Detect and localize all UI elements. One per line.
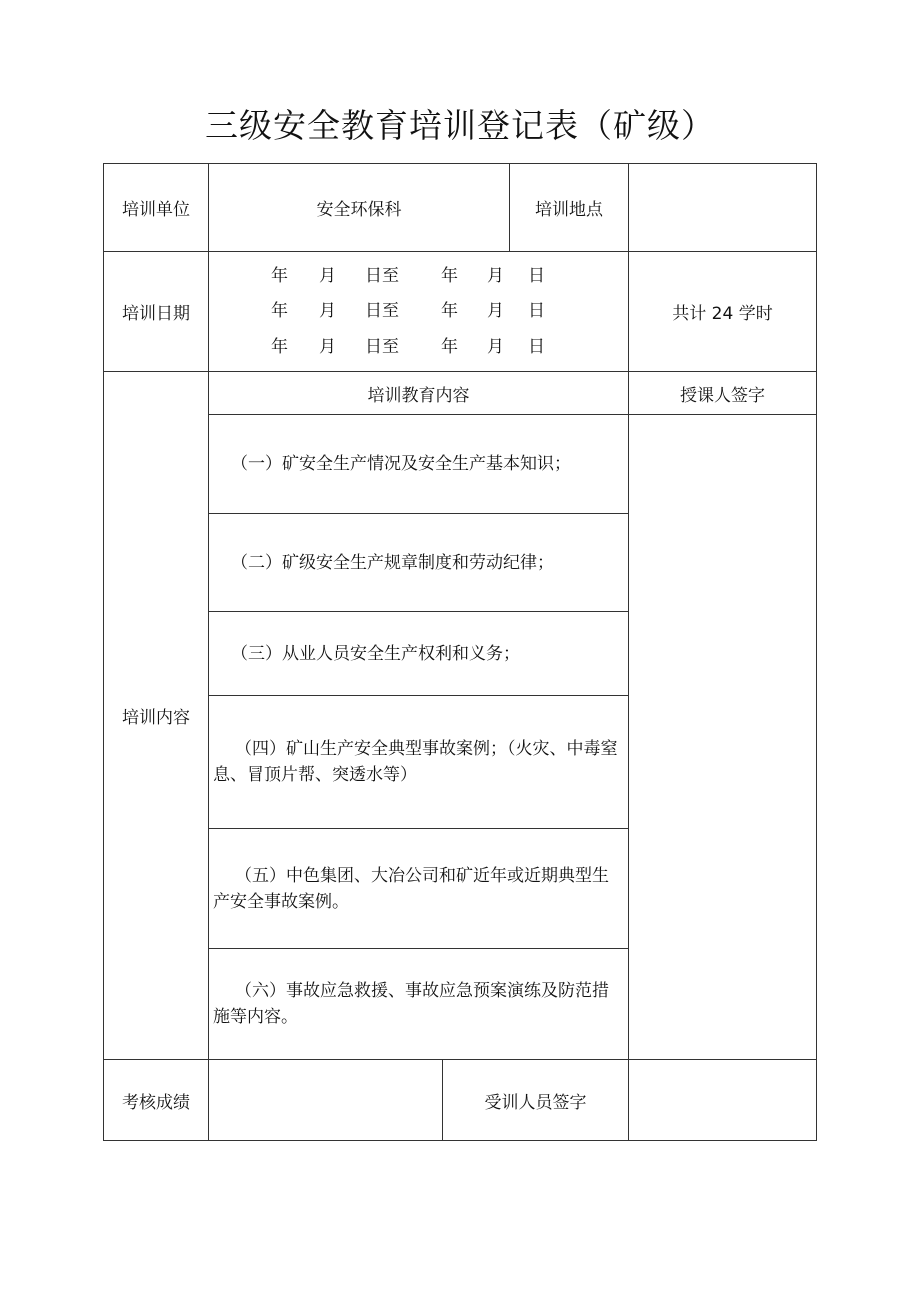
training-date-label: 培训日期 <box>122 304 190 324</box>
date-month-start: 月 <box>319 301 336 321</box>
signer-header: 授课人签字 <box>680 385 765 406</box>
content-item-text: （一）矿安全生产情况及安全生产基本知识； <box>231 453 571 474</box>
date-day-end: 日 <box>528 301 545 321</box>
date-year-start: 年 <box>271 266 288 286</box>
content-header-cell <box>209 372 628 414</box>
training-location-value-cell[interactable] <box>629 164 816 251</box>
table-border-right <box>816 163 817 1141</box>
training-unit-value-cell[interactable] <box>209 164 509 251</box>
content-item <box>209 414 627 513</box>
trainee-signature-cell[interactable] <box>629 1060 816 1140</box>
training-date-label-cell <box>104 252 208 371</box>
total-hours-cell <box>629 252 816 371</box>
date-month-start: 月 <box>319 337 336 357</box>
date-day-end: 日 <box>528 337 545 357</box>
date-day-end: 日 <box>528 266 545 286</box>
content-item <box>209 829 627 948</box>
table-border-bottom <box>103 1140 817 1141</box>
date-day-start: 日至 <box>365 337 399 357</box>
date-month-start: 月 <box>319 266 336 286</box>
date-year-end: 年 <box>441 337 458 357</box>
date-year-start: 年 <box>271 301 288 321</box>
content-header: 培训教育内容 <box>367 385 470 406</box>
training-content-label-cell <box>104 372 208 1059</box>
content-item-text: （三）从业人员安全生产权利和义务； <box>231 643 520 664</box>
exam-score-label-cell <box>104 1060 208 1140</box>
training-unit-label-cell <box>104 164 208 251</box>
training-unit-value: 安全环保科 <box>316 200 402 220</box>
trainee-signature-label: 受训人员签字 <box>484 1092 587 1113</box>
form-title: 三级安全教育培训登记表（矿级） <box>205 106 715 145</box>
date-year-end: 年 <box>441 266 458 286</box>
signer-signature-cell[interactable] <box>629 415 816 1059</box>
content-item <box>209 949 627 1059</box>
training-content-label: 培训内容 <box>122 708 190 728</box>
training-unit-label: 培训单位 <box>122 200 190 220</box>
date-day-start: 日至 <box>365 301 399 321</box>
content-item <box>209 696 627 828</box>
date-month-end: 月 <box>487 337 504 357</box>
exam-score-value-cell[interactable] <box>209 1060 442 1140</box>
signer-header-cell <box>629 372 816 414</box>
training-location-label-cell <box>510 164 628 251</box>
date-month-end: 月 <box>487 266 504 286</box>
content-item <box>209 612 627 695</box>
date-year-end: 年 <box>441 301 458 321</box>
date-year-start: 年 <box>271 337 288 357</box>
date-month-end: 月 <box>487 301 504 321</box>
content-item-text: （二）矿级安全生产规章制度和劳动纪律； <box>231 552 554 573</box>
content-item-text: （五）中色集团、大冶公司和矿近年或近期典型生产安全事故案例。 <box>213 865 609 912</box>
trainee-signature-label-cell <box>443 1060 628 1140</box>
content-item-text: （四）矿山生产安全典型事故案例；（火灾、中毒窒息、冒顶片帮、突透水等） <box>213 739 618 785</box>
content-item-text: （六）事故应急救援、事故应急预案演练及防范措施等内容。 <box>213 981 609 1027</box>
content-item <box>209 514 627 611</box>
training-location-label: 培训地点 <box>535 200 603 220</box>
total-hours: 共计 24 学时 <box>672 304 773 324</box>
exam-score-label: 考核成绩 <box>122 1092 190 1113</box>
date-day-start: 日至 <box>365 266 399 286</box>
